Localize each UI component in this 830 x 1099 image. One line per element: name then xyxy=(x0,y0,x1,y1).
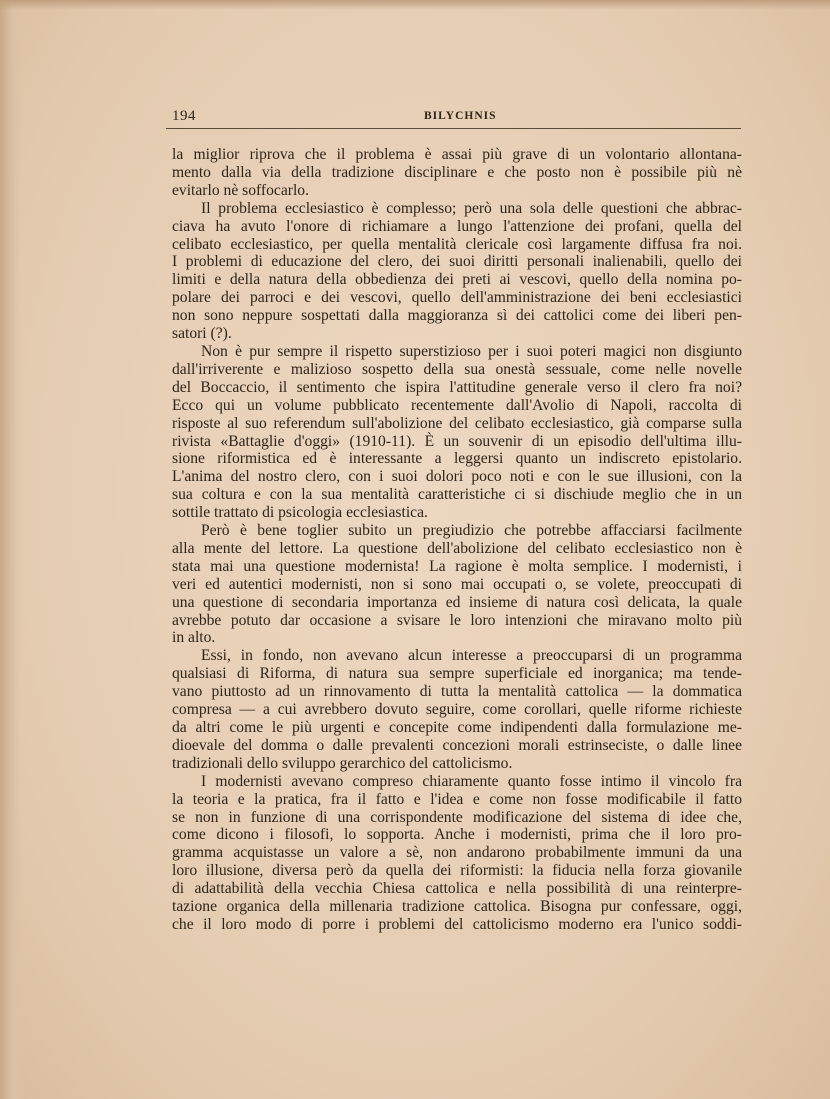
text-line: sua coltura e con la sua mentalità caratteristiche ci si dischiude meglio che in un xyxy=(172,486,742,504)
text-line: veri ed autentici modernisti, non si sono mai occupati o, se volete, preoccupati di xyxy=(172,575,742,593)
page-header xyxy=(172,108,742,130)
text-line: Ecco qui un volume pubblicato recentemente dall'Avolio di Napoli, raccolta di xyxy=(172,396,742,414)
text-line: tradizionali dello sviluppo gerarchico del cattolicismo. xyxy=(172,754,513,772)
text-line: risposte al suo referendum sull'abolizione del celibato ecclesiastico, già comparse sulla xyxy=(172,414,742,432)
text-line: L'anima del nostro clero, con i suoi dolori poco noti e con le sue illusioni, con la xyxy=(172,468,742,486)
text-line: tazione organica della millenaria tradizione cattolica. Bisogna pur confessare, oggi, xyxy=(172,898,742,916)
article-body xyxy=(172,146,742,934)
text-line: I modernisti avevano compreso chiaramente quanto fosse intimo il vincolo fra xyxy=(201,772,742,790)
page-top-shadow xyxy=(0,0,830,10)
text-line: polare dei parroci e dei vescovi, quello dell'amministrazione dei beni ecclesiastici xyxy=(172,289,742,307)
text-line: stata mai una questione modernista! La ragione è molta semplice. I modernisti, i xyxy=(172,557,742,575)
text-line: in alto. xyxy=(172,629,216,647)
text-line: Il problema ecclesiastico è complesso; però una sola delle questioni che abbrac- xyxy=(201,199,742,217)
text-line: alla mente del lettore. La questione dell'abolizione del celibato ecclesiastico non è xyxy=(172,539,742,557)
text-line: del Boccaccio, il sentimento che ispira l'attitudine generale verso il clero fra noi? xyxy=(172,378,742,396)
text-line: I problemi di educazione del clero, dei suoi diritti personali inalienabili, quello dei xyxy=(172,253,742,271)
running-title: BILYCHNIS xyxy=(424,110,497,122)
text-line: vano piuttosto ad un rinnovamento di tutta la mentalità cattolica — la dommatica xyxy=(172,683,742,701)
text-line: non sono neppure sospettati dalla maggioranza sì dei cattolici come dei liberi pen- xyxy=(172,307,742,325)
text-line: come dicono i filosofi, lo sopporta. Anche i modernisti, prima che il loro pro- xyxy=(172,826,742,844)
text-line: se non in funzione di una corrispondente modificazione del sistema di idee che, xyxy=(172,808,742,826)
text-line: dioevale del domma o dalle prevalenti concezioni morali estrinseciste, o dalle linee xyxy=(172,736,742,754)
text-line: sottile trattato di psicologia ecclesiastica. xyxy=(172,504,428,522)
text-line: gramma acquistasse un valore a sè, non andarono probabilmente immuni da una xyxy=(172,844,742,862)
page-number: 194 xyxy=(172,108,196,124)
text-line: mento dalla via della tradizione disciplinare e che posto non è possibile più nè xyxy=(172,163,742,181)
text-line: qualsiasi di Riforma, di natura sua sempre superficiale ed inorganica; ma tende- xyxy=(172,665,742,683)
text-line: avrebbe potuto dar occasione a svisare le loro intenzioni che miravano molto più xyxy=(172,611,742,629)
text-line: dall'irriverente e malizioso sospetto della sua onestà sessuale, come nelle novelle xyxy=(172,360,742,378)
text-line: loro illusione, diversa però da quella dei riformisti: la fiducia nella forza giovanile xyxy=(172,862,742,880)
text-line: celibato ecclesiastico, per quella mentalità clericale così largamente diffusa fra noi. xyxy=(172,235,742,253)
header-rule xyxy=(166,128,741,129)
text-line: evitarlo nè soffocarlo. xyxy=(172,181,309,199)
text-line: la teoria e la pratica, fra il fatto e l'idea e come non fosse modificabile il fatto xyxy=(172,790,742,808)
text-line: che il loro modo di porre i problemi del cattolicismo moderno era l'unico soddi- xyxy=(172,915,742,933)
text-line: da altri come le più urgenti e concepite come indipendenti dalla formulazione me- xyxy=(172,719,742,736)
text-line: compresa — a cui avrebbero dovuto seguire, come corollari, quelle riforme richieste xyxy=(172,701,742,719)
text-line: Non è pur sempre il rispetto superstizioso per i suoi poteri magici non disgiunto xyxy=(201,342,742,360)
text-line: rivista «Battaglie d'oggi» (1910-11). È un souvenir di un episodio dell'ultima illu- xyxy=(172,432,742,450)
text-line: Però è bene toglier subito un pregiudizio che potrebbe affacciarsi facilmente xyxy=(201,522,742,540)
text-line: satori (?). xyxy=(172,325,232,343)
text-line: la miglior riprova che il problema è assai più grave di un volontario allontana- xyxy=(172,146,742,163)
text-line: limiti e della natura della obbedienza dei preti ai vescovi, quello della nomina po- xyxy=(172,271,742,289)
text-line: una questione di secondaria importanza ed insieme di natura così delicata, la quale xyxy=(172,593,742,611)
page-edge-shadow xyxy=(0,0,22,1099)
text-line: Essi, in fondo, non avevano alcun interesse a preoccuparsi di un programma xyxy=(201,647,742,665)
text-line: ciava ha avuto l'onore di richiamare a lungo l'attenzione dei profani, quella del xyxy=(172,217,742,235)
text-line: di adattabilità della vecchia Chiesa cattolica e nella possibilità di una reinterpre- xyxy=(172,880,742,898)
text-line: sione riformistica ed è interessante a leggersi quanto un indiscreto epistolario. xyxy=(172,450,742,468)
